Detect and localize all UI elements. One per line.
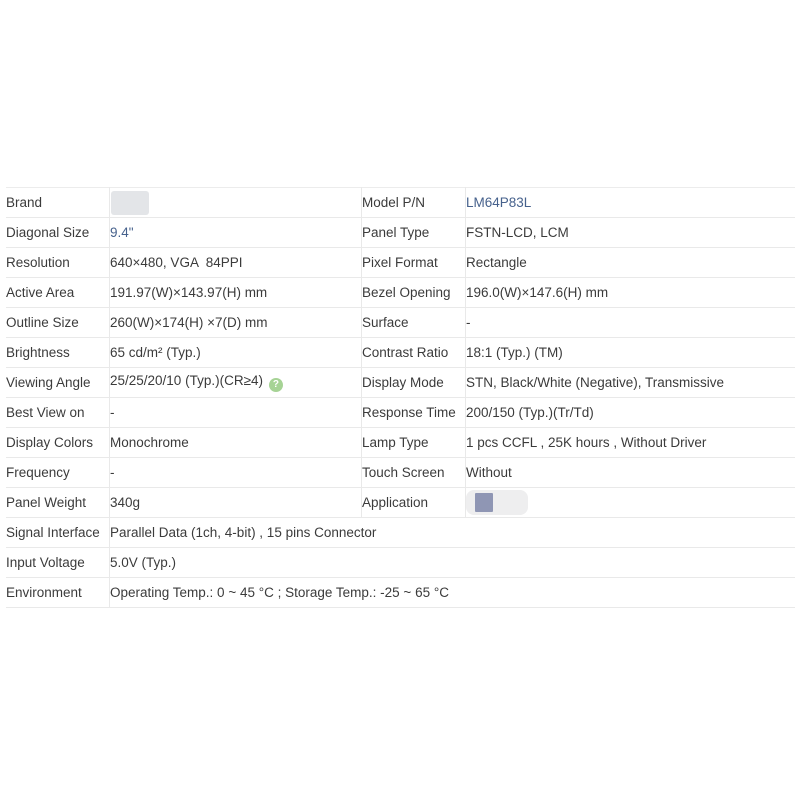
spec-row: [6, 578, 795, 608]
spec-value-text-panel-weight: 340g: [110, 495, 141, 510]
spec-value-text-active-area: 191.97(W)×143.97(H) mm: [110, 285, 268, 300]
spec-label-surface: Surface: [362, 308, 466, 338]
spec-row: [6, 488, 795, 518]
spec-label-viewing-angle: Viewing Angle: [6, 368, 110, 398]
spec-value-bezel-opening: [466, 278, 796, 308]
spec-label-application: Application: [362, 488, 466, 518]
diagonal-size-link[interactable]: 9.4": [110, 225, 134, 240]
spec-label-display-colors: Display Colors: [6, 428, 110, 458]
spec-value-text-surface: -: [466, 315, 471, 330]
spec-label-lamp-type: Lamp Type: [362, 428, 466, 458]
application-logo-square: [475, 493, 493, 512]
spec-row: [6, 188, 795, 218]
spec-row: [6, 278, 795, 308]
spec-label-signal-interface: Signal Interface: [6, 518, 110, 548]
spec-label-bezel-opening: Bezel Opening: [362, 278, 466, 308]
spec-value-text-input-voltage: 5.0V (Typ.): [110, 555, 177, 570]
spec-value-panel-type: [466, 218, 796, 248]
spec-value-text-pixel-format: Rectangle: [466, 255, 527, 270]
spec-value-display-mode: [466, 368, 796, 398]
spec-value-active-area: [110, 278, 362, 308]
spec-label-contrast-ratio: Contrast Ratio: [362, 338, 466, 368]
spec-row: [6, 428, 795, 458]
spec-value-brand: [110, 188, 362, 218]
spec-label-brightness: Brightness: [6, 338, 110, 368]
spec-row: [6, 218, 795, 248]
spec-label-input-voltage: Input Voltage: [6, 548, 110, 578]
spec-value-display-colors: [110, 428, 362, 458]
spec-label-panel-type: Panel Type: [362, 218, 466, 248]
spec-label-touch-screen: Touch Screen: [362, 458, 466, 488]
spec-value-text-frequency: -: [110, 465, 115, 480]
spec-value-lamp-type: [466, 428, 796, 458]
spec-value-text-display-colors: Monochrome: [110, 435, 189, 450]
spec-value-best-view-on: [110, 398, 362, 428]
spec-label-diagonal-size: Diagonal Size: [6, 218, 110, 248]
spec-table: [6, 187, 795, 608]
spec-value-pixel-format: [466, 248, 796, 278]
spec-value-response-time: [466, 398, 796, 428]
spec-value-text-best-view-on: -: [110, 405, 115, 420]
spec-value-model-p-n: [466, 188, 796, 218]
spec-value-text-viewing-angle: 25/25/20/10 (Typ.)(CR≥4): [110, 373, 263, 388]
spec-label-display-mode: Display Mode: [362, 368, 466, 398]
spec-value-text-brightness: 65 cd/m² (Typ.): [110, 345, 201, 360]
spec-value-viewing-angle: [110, 368, 362, 398]
spec-label-panel-weight: Panel Weight: [6, 488, 110, 518]
spec-value-text-response-time: 200/150 (Typ.)(Tr/Td): [466, 405, 594, 420]
spec-value-input-voltage: [110, 548, 796, 578]
spec-label-pixel-format: Pixel Format: [362, 248, 466, 278]
application-logo-blurred: [466, 490, 528, 515]
spec-value-text-panel-type: FSTN-LCD, LCM: [466, 225, 569, 240]
spec-row: [6, 548, 795, 578]
spec-value-environment: [110, 578, 796, 608]
spec-label-best-view-on: Best View on: [6, 398, 110, 428]
spec-table-container: [6, 187, 795, 608]
spec-row: [6, 368, 795, 398]
spec-label-frequency: Frequency: [6, 458, 110, 488]
spec-label-model-p-n: Model P/N: [362, 188, 466, 218]
help-icon[interactable]: ?: [269, 378, 283, 392]
spec-label-resolution: Resolution: [6, 248, 110, 278]
spec-row: [6, 458, 795, 488]
spec-label-outline-size: Outline Size: [6, 308, 110, 338]
brand-logo-blurred: [111, 191, 149, 215]
spec-value-surface: [466, 308, 796, 338]
spec-row: [6, 518, 795, 548]
spec-row: [6, 398, 795, 428]
spec-label-active-area: Active Area: [6, 278, 110, 308]
spec-value-text-outline-size: 260(W)×174(H) ×7(D) mm: [110, 315, 268, 330]
spec-value-outline-size: [110, 308, 362, 338]
spec-value-text-bezel-opening: 196.0(W)×147.6(H) mm: [466, 285, 609, 300]
spec-label-brand: Brand: [6, 188, 110, 218]
spec-value-text-environment: Operating Temp.: 0 ~ 45 °C ; Storage Temp.: -25 ~ 65 °C: [110, 585, 449, 600]
spec-value-text-display-mode: STN, Black/White (Negative), Transmissive: [466, 375, 725, 390]
spec-table-body: [6, 188, 795, 608]
spec-value-signal-interface: [110, 518, 796, 548]
model-p-n-link[interactable]: LM64P83L: [466, 195, 532, 210]
spec-row: [6, 248, 795, 278]
spec-label-environment: Environment: [6, 578, 110, 608]
spec-value-text-resolution: 640×480, VGA 84PPI: [110, 255, 243, 270]
spec-label-response-time: Response Time: [362, 398, 466, 428]
spec-value-diagonal-size: [110, 218, 362, 248]
spec-value-application: [466, 488, 796, 518]
spec-value-frequency: [110, 458, 362, 488]
spec-value-text-contrast-ratio: 18:1 (Typ.) (TM): [466, 345, 563, 360]
spec-value-contrast-ratio: [466, 338, 796, 368]
spec-value-brightness: [110, 338, 362, 368]
spec-value-panel-weight: [110, 488, 362, 518]
spec-value-touch-screen: [466, 458, 796, 488]
spec-value-resolution: [110, 248, 362, 278]
spec-value-text-signal-interface: Parallel Data (1ch, 4-bit) , 15 pins Connector: [110, 525, 377, 540]
spec-value-text-lamp-type: 1 pcs CCFL , 25K hours , Without Driver: [466, 435, 707, 450]
spec-row: [6, 338, 795, 368]
spec-row: [6, 308, 795, 338]
spec-value-text-touch-screen: Without: [466, 465, 512, 480]
